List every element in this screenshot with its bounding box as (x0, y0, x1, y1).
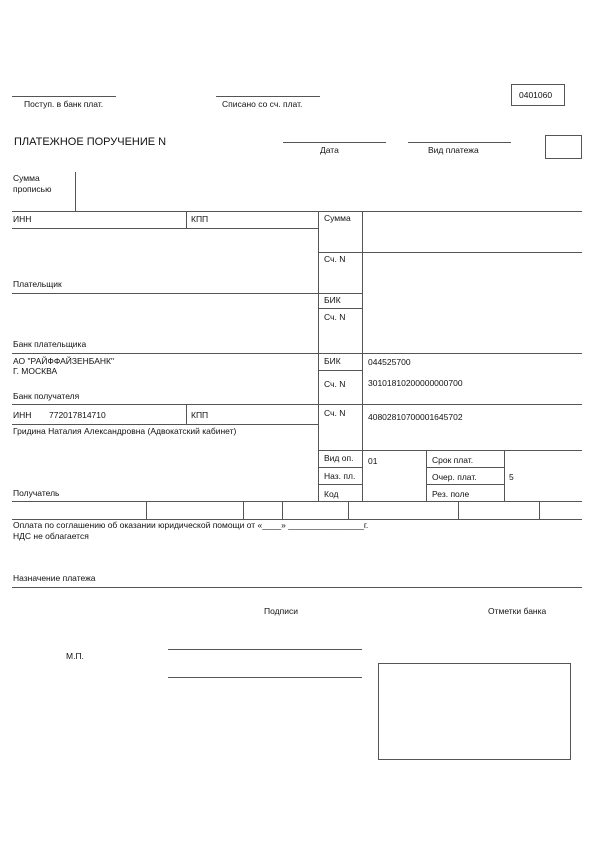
received-label: Поступ. в банк плат. (24, 99, 104, 109)
recipient-bank-name-1: АО "РАЙФФАЙЗЕНБАНК" (13, 356, 114, 366)
purpose-code-label: Наз. пл. (324, 471, 356, 481)
received-date-line (12, 96, 116, 97)
recipient-bank-account-label: Сч. N (324, 379, 346, 389)
payer-account-label: Сч. N (324, 254, 346, 264)
line-amount-top (12, 211, 582, 212)
date-line (283, 142, 386, 143)
recipient-kpp-label: КПП (191, 410, 209, 420)
purpose-bottom-line (12, 587, 582, 588)
tax-field-divider-1 (146, 501, 147, 519)
payer-inn-label: ИНН (13, 214, 32, 224)
due-date-label: Срок плат. (432, 455, 474, 465)
line-bik2-bottom (318, 370, 362, 371)
payment-type-label: Вид платежа (428, 145, 479, 155)
corr-account-value: 30101810200000000700 (368, 378, 463, 388)
line-op-type-top (318, 450, 582, 451)
document-title: ПЛАТЕЖНОЕ ПОРУЧЕНИЕ N (14, 136, 167, 148)
tax-field-divider-4 (348, 501, 349, 519)
recipient-inn-value: 772017814710 (49, 410, 106, 420)
tax-field-divider-6 (539, 501, 540, 519)
line-inn2-bottom (12, 424, 318, 425)
debited-label: Списано со сч. плат. (222, 99, 303, 109)
bank-marks-label: Отметки банка (488, 606, 547, 616)
amount-words-label-2: прописью (13, 184, 52, 194)
debited-date-line (216, 96, 320, 97)
recipient-name: Гридина Наталия Александровна (Адвокатский кабинет) (13, 426, 237, 436)
line-recipient-bottom (12, 501, 582, 502)
tax-field-divider-3 (282, 501, 283, 519)
column-code-left (426, 450, 427, 501)
line-payer-bottom (12, 293, 362, 294)
recipient-inn-label: ИНН (13, 410, 32, 420)
payer-kpp-label: КПП (191, 214, 209, 224)
recipient-bank-bik-label: БИК (324, 356, 341, 366)
recipient-label: Получатель (13, 488, 60, 498)
line-priority-bottom (426, 484, 504, 485)
recipient-bank-name-2: Г. МОСКВА (13, 366, 58, 376)
amount-words-divider (75, 172, 76, 211)
payer-label: Плательщик (13, 279, 62, 289)
purpose-text-line-2: НДС не облагается (13, 531, 89, 541)
signature-line-2 (168, 677, 362, 678)
line-op-type-bottom (318, 467, 362, 468)
priority-value: 5 (509, 472, 514, 482)
column-mid-left (318, 211, 319, 501)
payment-type-line (408, 142, 511, 143)
signature-line-1 (168, 649, 362, 650)
column-mid-right (362, 211, 363, 501)
line-sum-bottom (318, 252, 582, 253)
column-kpp-payer (186, 211, 187, 228)
reserved-field-label: Рез. поле (432, 489, 470, 499)
amount-words-label-1: Сумма (13, 173, 40, 183)
line-inn-bottom (12, 228, 318, 229)
purpose-label: Назначение платежа (13, 573, 96, 583)
purpose-text-line-1: Оплата по соглашению об оказании юридической помощи от «____» ________________г. (13, 520, 369, 530)
payer-bank-account-label: Сч. N (324, 312, 346, 322)
line-recipient-bank-bottom (12, 404, 582, 405)
recipient-account-label: Сч. N (324, 408, 346, 418)
payer-status-box (545, 135, 582, 159)
tax-field-divider-5 (458, 501, 459, 519)
form-code: 0401060 (519, 90, 553, 100)
line-purpose-code-bottom (318, 484, 362, 485)
date-label: Дата (320, 145, 339, 155)
column-kpp-recipient (186, 404, 187, 424)
signatures-label: Подписи (264, 606, 298, 616)
sum-label: Сумма (324, 213, 351, 223)
line-due-bottom (426, 467, 504, 468)
seal-label: М.П. (66, 651, 84, 661)
column-code-right (504, 450, 505, 501)
recipient-bank-label: Банк получателя (13, 391, 80, 401)
payer-bank-bik-label: БИК (324, 295, 341, 305)
op-type-label: Вид оп. (324, 453, 354, 463)
line-bik1-bottom (318, 308, 362, 309)
bik-value: 044525700 (368, 357, 411, 367)
op-type-value: 01 (368, 456, 378, 466)
recipient-account-value: 40802810700001645702 (368, 412, 463, 422)
code-label: Код (324, 489, 339, 499)
priority-label: Очер. плат. (432, 472, 477, 482)
line-payer-bank-bottom (12, 353, 582, 354)
payer-bank-label: Банк плательщика (13, 339, 87, 349)
bank-marks-box (378, 663, 571, 760)
tax-field-divider-2 (243, 501, 244, 519)
